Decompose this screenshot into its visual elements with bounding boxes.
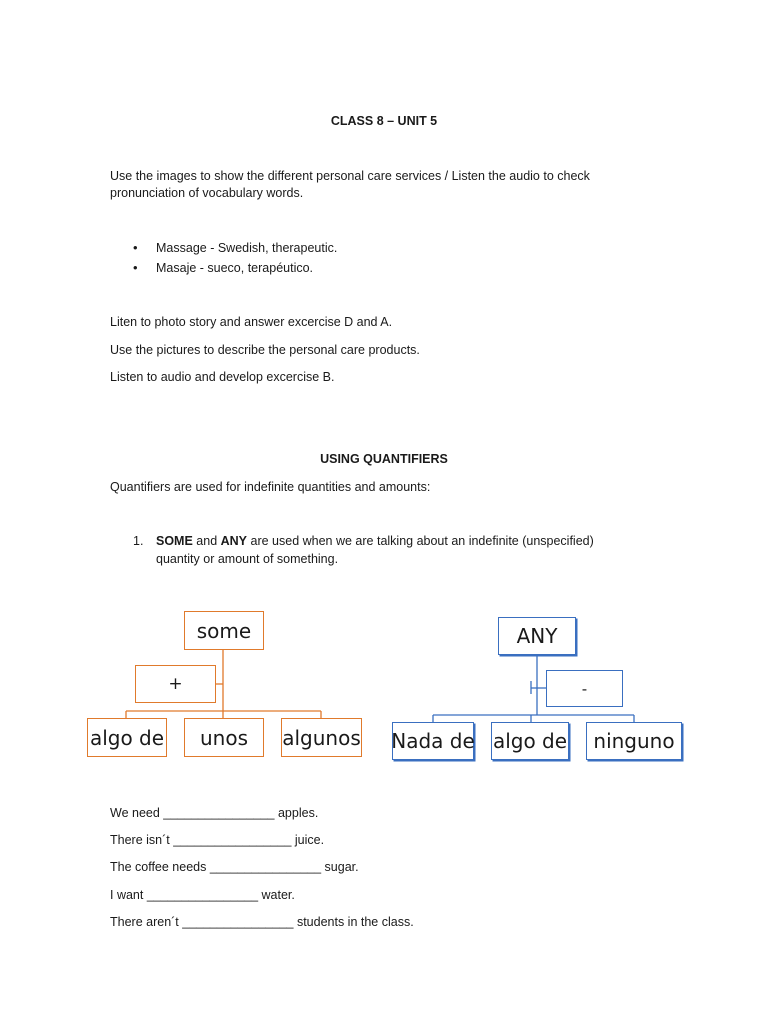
- any-minus-box: -: [546, 670, 623, 707]
- some-child-box: unos: [184, 718, 264, 757]
- instruction-line: Liten to photo story and answer excercise D and A.: [110, 315, 393, 329]
- some-child-box: algunos: [281, 718, 362, 757]
- exercise-sentence: We need ________________ apples.: [110, 806, 319, 820]
- section-title: USING QUANTIFIERS: [320, 452, 448, 466]
- some-child-box: algo de: [87, 718, 167, 757]
- any-child-box: Nada de: [392, 722, 474, 760]
- exercise-sentence: The coffee needs ________________ sugar.: [110, 860, 359, 874]
- bullet-item: Massage - Swedish, therapeutic.: [156, 241, 338, 255]
- any-child-box: ninguno: [586, 722, 682, 760]
- instruction-line: Use the pictures to describe the personal care products.: [110, 343, 420, 357]
- some-plus-box: +: [135, 665, 216, 703]
- section-definition: Quantifiers are used for indefinite quantities and amounts:: [110, 480, 431, 494]
- any-child-box: algo de: [491, 722, 569, 760]
- exercise-sentence: I want ________________ water.: [110, 888, 295, 902]
- bullet-marker: •: [133, 260, 138, 275]
- list-number: 1.: [133, 534, 144, 548]
- exercise-sentence: There isn´t _________________ juice.: [110, 833, 325, 847]
- numbered-item-line-2: quantity or amount of something.: [156, 552, 339, 566]
- item-text: are used when we are talking about an indefinite (unspecified): [247, 534, 594, 548]
- exercise-sentence: There aren´t ________________ students in the class.: [110, 915, 414, 929]
- intro-line-2: pronunciation of vocabulary words.: [110, 186, 304, 200]
- and-text: and: [192, 534, 221, 548]
- any-root-box: ANY: [498, 617, 576, 655]
- instruction-line: Listen to audio and develop excercise B.: [110, 370, 335, 384]
- page-title: CLASS 8 – UNIT 5: [330, 114, 438, 128]
- bullet-marker: •: [133, 240, 138, 255]
- keyword-some: SOME: [156, 534, 193, 548]
- intro-line-1: Use the images to show the different personal care services / Listen the audio to check: [110, 169, 590, 183]
- keyword-any: ANY: [220, 534, 248, 548]
- bullet-item: Masaje - sueco, terapéutico.: [156, 261, 314, 275]
- some-root-box: some: [184, 611, 264, 650]
